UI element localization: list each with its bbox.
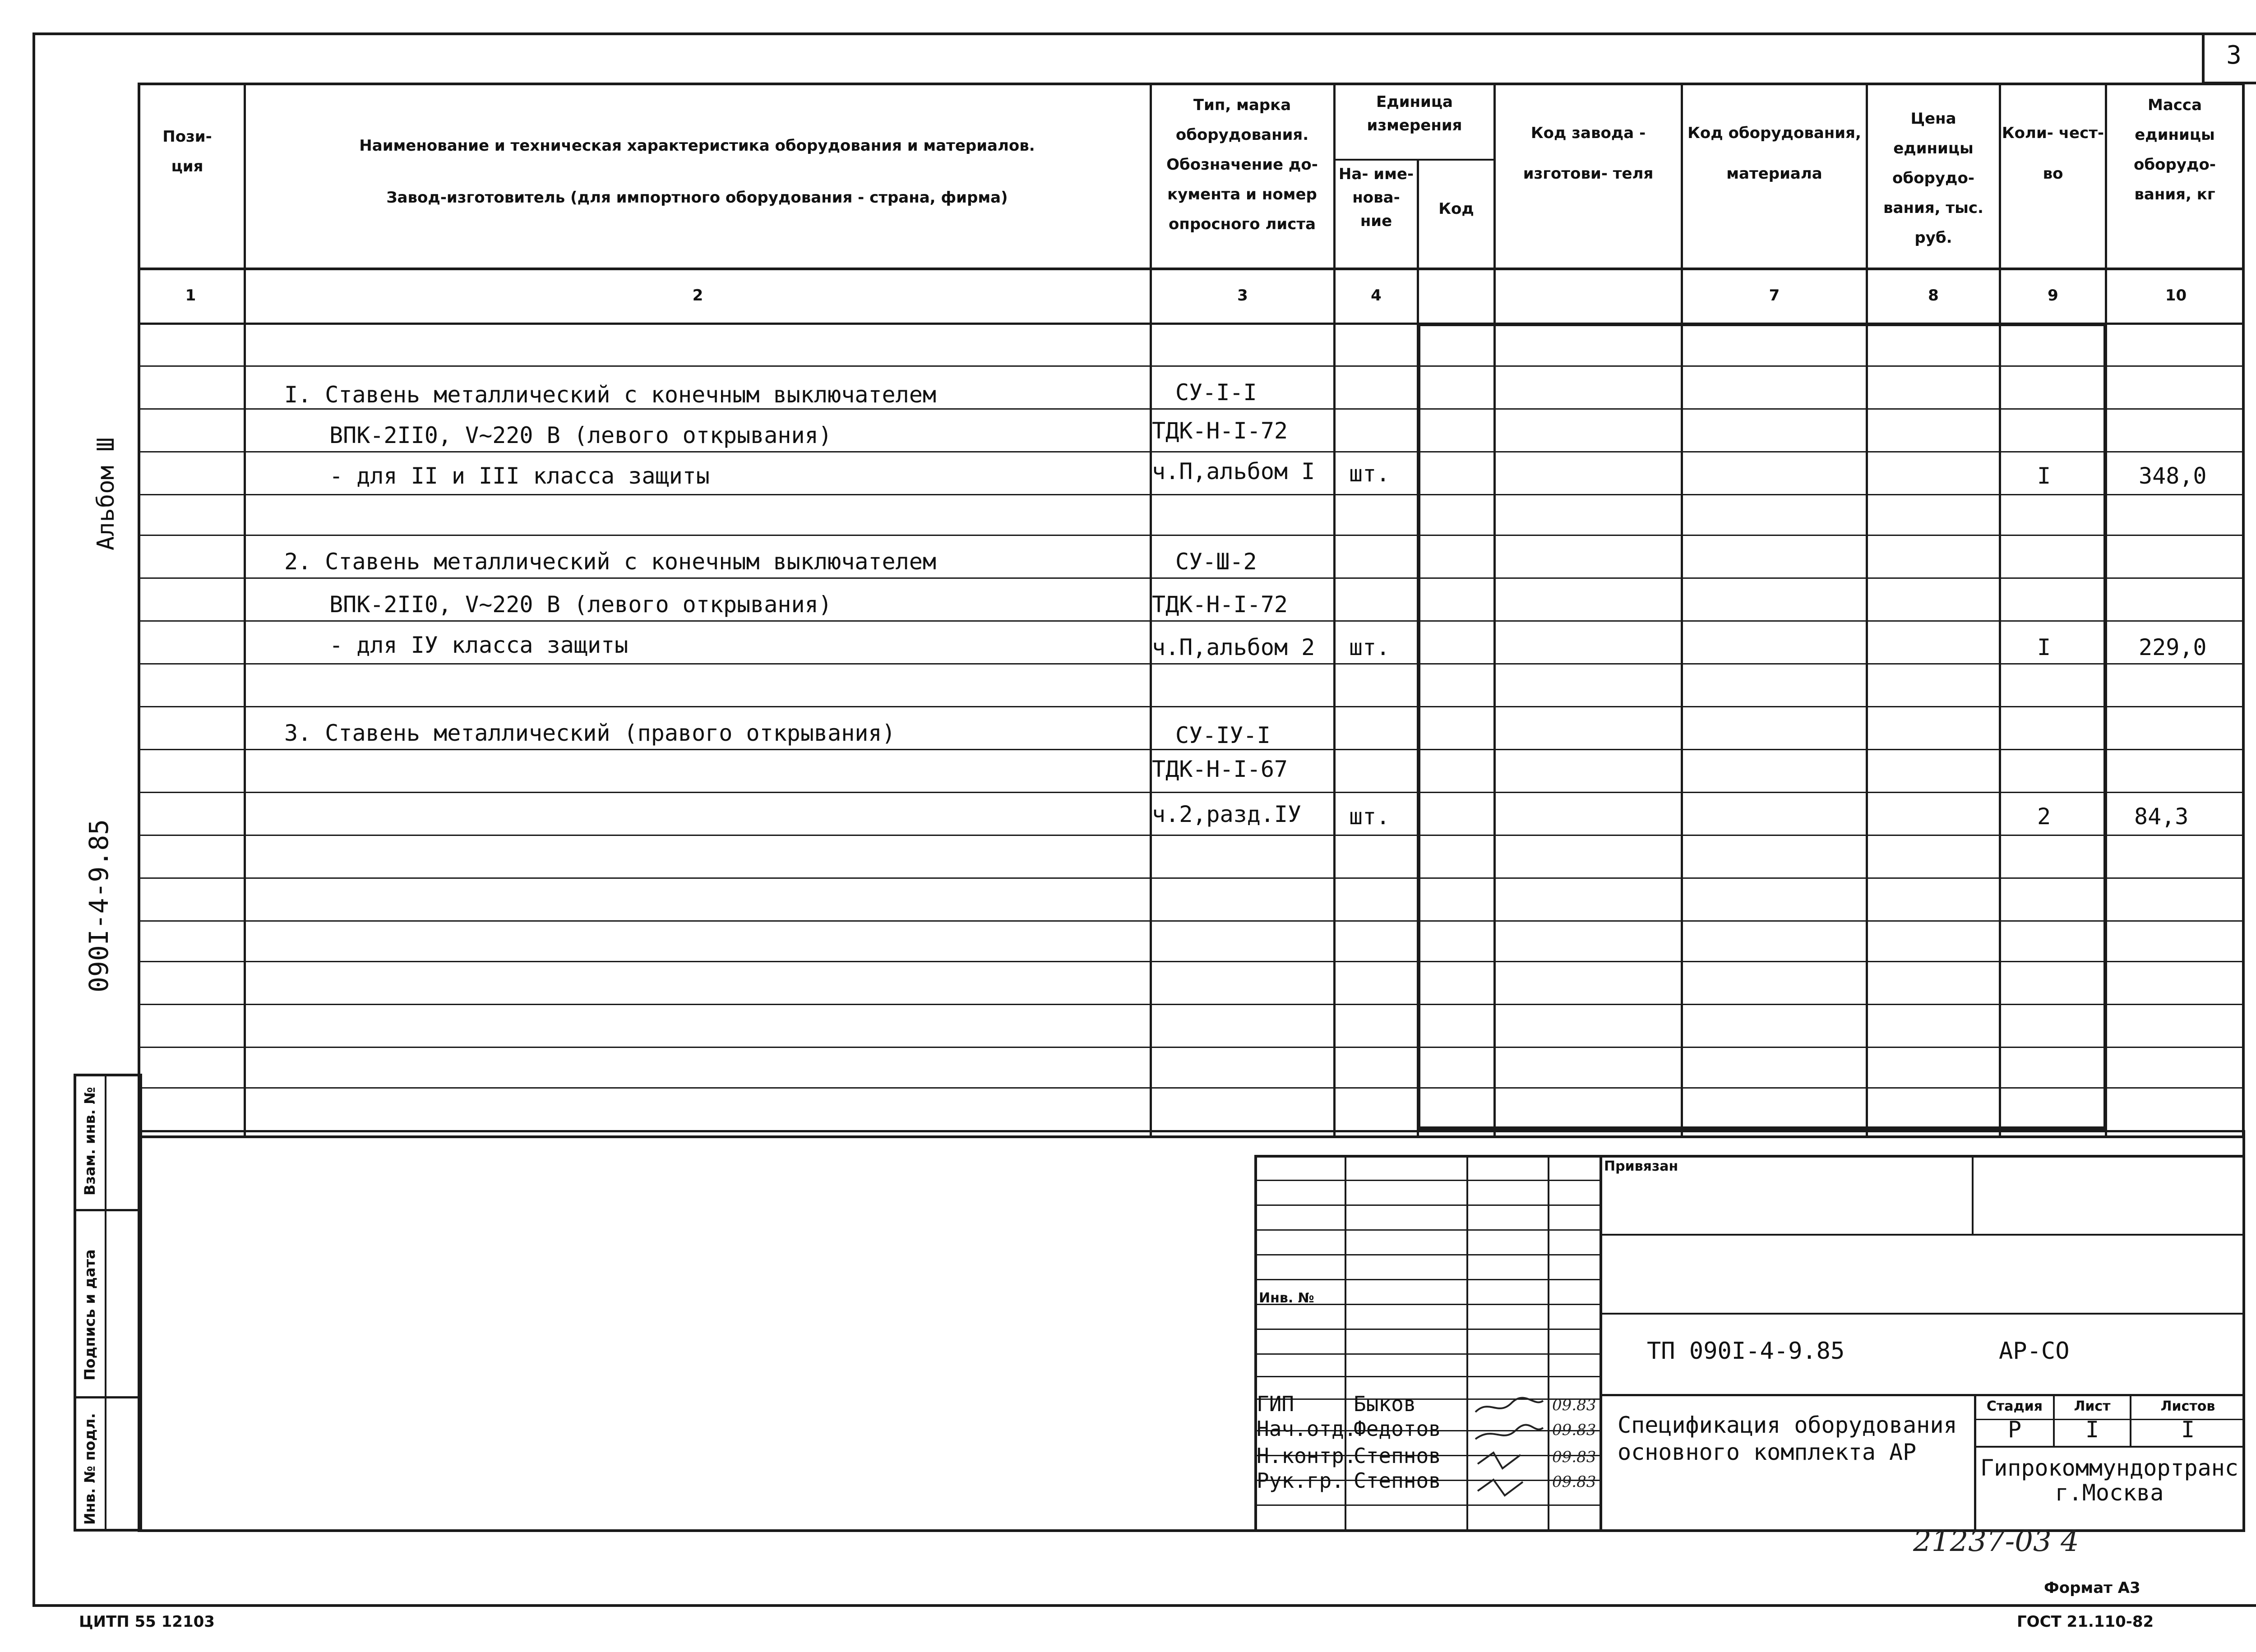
- header-type: Тип, марка оборудования. Обозначение до- кумента и номер опросного листа: [1166, 96, 1318, 233]
- sheets-value: I: [2181, 1417, 2195, 1443]
- header-unit-name: На- име- нова- ние: [1338, 165, 1414, 230]
- staff-name-1: Быков: [1354, 1392, 1416, 1416]
- header-unit-code: Код: [1438, 200, 1474, 218]
- row7-type: СУ-IУ-I: [1175, 722, 1271, 748]
- row6-name: - для IУ класса защиты: [329, 632, 629, 658]
- org-line2: г.Москва: [2055, 1480, 2164, 1506]
- header-maker-code: Код завода - изготови- теля: [1523, 124, 1654, 183]
- row3-unit: шт.: [1349, 461, 1390, 487]
- row8-type: ТДК-Н-I-67: [1152, 756, 1288, 782]
- staff-role-1: ГИП: [1257, 1392, 1294, 1416]
- footer-left: ЦИТП 55 12103: [79, 1613, 215, 1631]
- header-position: Пози- ция: [162, 128, 212, 175]
- colnum-9: 9: [2048, 286, 2058, 305]
- row2-type: ТДК-Н-I-72: [1152, 418, 1288, 444]
- row9-unit: шт.: [1349, 803, 1390, 830]
- tb-doc-code: ТП 090I-4-9.85: [1647, 1338, 1845, 1365]
- header-qty: Коли- чест- во: [2002, 124, 2104, 183]
- header-name-line2: Завод-изготовитель (для импортного оборудования - страна, фирма): [386, 189, 1008, 207]
- row6-qty: I: [2037, 634, 2051, 660]
- bold-block: [1417, 323, 2107, 1130]
- row9-mass: 84,3: [2134, 803, 2189, 830]
- footer-gost: ГОСТ 21.110-82: [2017, 1613, 2154, 1631]
- row4-name: 2. Ставень металлический с конечным выключателем: [284, 549, 936, 575]
- sheet-label: Лист: [2074, 1398, 2111, 1414]
- colnum-7: 7: [1769, 286, 1780, 305]
- header-equipment-code: Код оборудования, материала: [1687, 124, 1861, 183]
- row1-name: I. Ставень металлический с конечным выключателем: [284, 382, 936, 408]
- stage-value: Р: [2007, 1417, 2022, 1443]
- format-label: Формат А3: [2044, 1579, 2140, 1597]
- header-unit: Единица измерения: [1367, 93, 1462, 134]
- album-label: Альбом Ш: [92, 437, 120, 550]
- staff-name-3: Степнов: [1354, 1444, 1441, 1468]
- sheets-label: Листов: [2160, 1398, 2215, 1414]
- colnum-10: 10: [2165, 286, 2187, 305]
- row6-unit: шт.: [1349, 634, 1390, 660]
- staff-role-3: Н.контр.: [1257, 1444, 1357, 1468]
- row3-name: - для II и III класса защиты: [329, 463, 710, 489]
- org-line1: Гипрокоммундортранс: [1980, 1455, 2238, 1481]
- sheet-value: I: [2085, 1417, 2099, 1443]
- row3-qty: I: [2037, 463, 2051, 489]
- header-mass: Масса единицы оборудо- вания, кг: [2134, 96, 2216, 203]
- inv-no-label: Инв. №: [1259, 1290, 1314, 1306]
- header-price: Цена единицы оборудо- вания, тыс. руб.: [1883, 110, 1983, 247]
- row6-type: ч.П,альбом 2: [1152, 634, 1315, 660]
- row7-name: 3. Ставень металлический (правого открывания): [284, 720, 896, 746]
- row3-mass: 348,0: [2139, 463, 2207, 489]
- staff-role-2: Нач.отд.: [1257, 1417, 1357, 1441]
- colnum-1: 1: [185, 286, 196, 305]
- colnum-3: 3: [1237, 286, 1248, 305]
- archive-number: 21237-03 4: [1913, 1525, 2079, 1558]
- tb-mark: АР-СО: [1999, 1338, 2070, 1365]
- privyazan-label: Привязан: [1604, 1158, 1678, 1174]
- row6-mass: 229,0: [2139, 634, 2207, 660]
- stage-label: Стадия: [1986, 1398, 2043, 1414]
- row2-name: ВПК-2II0, V~220 В (левого открывания): [329, 422, 832, 448]
- stamp-inv-replaced: Взам. инв. №: [81, 1087, 98, 1195]
- staff-date-2: 09.83: [1552, 1421, 1596, 1439]
- row1-type: СУ-I-I: [1175, 379, 1257, 406]
- colnum-8: 8: [1928, 286, 1939, 305]
- staff-role-4: Рук.гр.: [1257, 1468, 1344, 1493]
- colnum-2: 2: [692, 286, 703, 305]
- staff-name-2: Федотов: [1354, 1417, 1441, 1441]
- staff-date-1: 09.83: [1552, 1396, 1596, 1414]
- stamp-inv-original: Инв. № подл.: [81, 1413, 98, 1525]
- row4-type: СУ-Ш-2: [1175, 549, 1257, 575]
- row9-type: ч.2,разд.IУ: [1152, 801, 1302, 827]
- row9-qty: 2: [2037, 803, 2051, 830]
- staff-name-4: Степнов: [1354, 1468, 1441, 1493]
- row5-type: ТДК-Н-I-72: [1152, 591, 1288, 618]
- stamp-sign-date: Подпись и дата: [81, 1249, 98, 1380]
- tb-title-line2: основного комплекта АР: [1618, 1439, 1917, 1465]
- sheet-number: 3: [2226, 41, 2242, 70]
- colnum-4: 4: [1371, 286, 1382, 305]
- row3-type: ч.П,альбом I: [1152, 458, 1315, 485]
- signatures: [1466, 1389, 1548, 1507]
- side-doc-code: 090I-4-9.85: [83, 819, 114, 992]
- staff-date-4: 09.83: [1552, 1473, 1596, 1491]
- staff-date-3: 09.83: [1552, 1448, 1596, 1466]
- header-name-line1: Наименование и техническая характеристика оборудования и материалов.: [359, 137, 1035, 155]
- row5-name: ВПК-2II0, V~220 В (левого открывания): [329, 591, 832, 618]
- tb-title-line1: Спецификация оборудования: [1618, 1412, 1957, 1438]
